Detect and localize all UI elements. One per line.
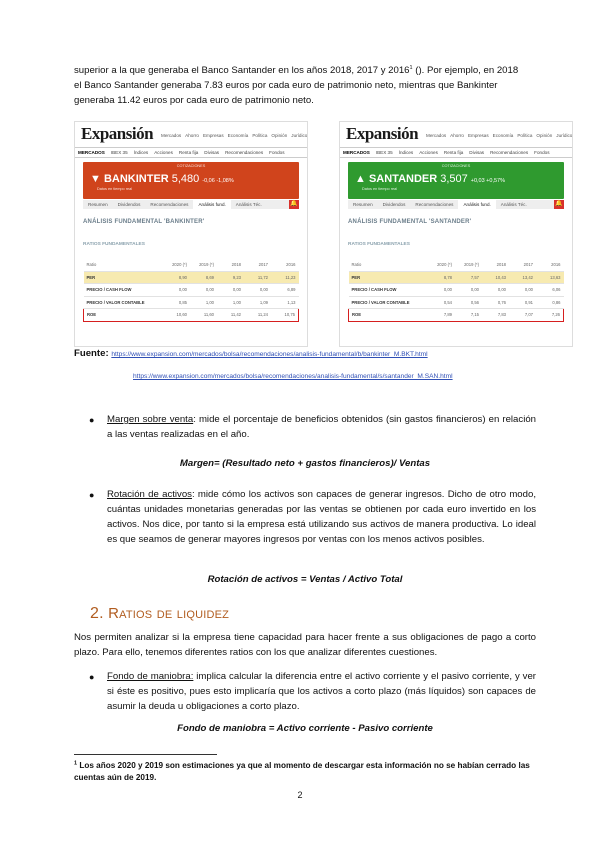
ratio-value: 6,06 bbox=[536, 284, 564, 297]
bullet-icon: ● bbox=[89, 415, 95, 425]
fondo-paragraph bbox=[107, 670, 536, 715]
top-nav-item[interactable]: Jurídico bbox=[291, 133, 308, 138]
arrow-down-icon: ▼ bbox=[90, 173, 104, 185]
margen-text: : mide el porcentaje de beneficios obtenidos (sin gastos financieros) en relación a las ventas realizadas en el año. bbox=[107, 414, 536, 440]
rotacion-paragraph bbox=[107, 488, 536, 547]
sub-nav bbox=[75, 147, 307, 158]
source-line-1 bbox=[74, 347, 428, 362]
top-nav-item[interactable]: Mercados bbox=[426, 133, 447, 138]
ratio-value: 1,00 bbox=[190, 296, 217, 309]
top-nav-item[interactable]: Economía bbox=[492, 133, 514, 138]
ratio-value: 11,24 bbox=[244, 309, 271, 322]
table-row bbox=[349, 296, 564, 309]
ratio-value: 8,69 bbox=[190, 271, 217, 284]
ratio-value: 1,00 bbox=[217, 296, 244, 309]
ratio-value: 8,90 bbox=[163, 271, 190, 284]
sub-nav-item[interactable]: Renta fija bbox=[178, 150, 199, 155]
ratio-value: 7,07 bbox=[509, 309, 536, 322]
top-nav-item[interactable]: Ahorro bbox=[185, 133, 199, 138]
top-nav-item[interactable]: Economía bbox=[227, 133, 249, 138]
footnote-text: Los años 2020 y 2019 son estimaciones ya que al momento de descargar esta información no se habían cerrado las cuentas aún de 2019. bbox=[74, 761, 530, 782]
quote-caption: COTIZACIONES bbox=[441, 164, 471, 168]
stock-tab[interactable]: Dividendos bbox=[382, 202, 406, 207]
top-nav-item[interactable]: Jurídico bbox=[556, 133, 573, 138]
table-header-cell: 2019 (*) bbox=[190, 259, 217, 271]
stock-tab[interactable]: Análisis Téc. bbox=[235, 202, 262, 207]
ratio-value: 13,63 bbox=[536, 271, 564, 284]
top-nav-item[interactable]: Empresas bbox=[467, 133, 489, 138]
ratios-table bbox=[83, 259, 299, 322]
top-nav-item[interactable]: Opinión bbox=[271, 133, 288, 138]
santander-source-link[interactable]: https://www.expansion.com/mercados/bolsa/recomendaciones/analisis-fundamental/s/santander_M.SAN.html bbox=[133, 373, 453, 380]
intro-line2: el Banco Santander generaba 7.83 euros por cada euro de patrimonio neto, mientras que Bankinter bbox=[74, 80, 498, 92]
table-row bbox=[349, 309, 564, 322]
ratio-value: 0,86 bbox=[536, 296, 564, 309]
table-header-cell: 2020 (*) bbox=[163, 259, 190, 271]
table-header-cell: Ratio bbox=[84, 259, 164, 271]
bankinter-screenshot bbox=[74, 121, 308, 347]
ratio-value: 11,72 bbox=[244, 271, 271, 284]
rotacion-formula: Rotación de activos = Ventas / Activo Total bbox=[207, 574, 403, 585]
analysis-title: ANÁLISIS FUNDAMENTAL 'BANKINTER' bbox=[83, 219, 205, 225]
ratios-title: RATIOS FUNDAMENTALES bbox=[83, 242, 145, 247]
stock-change: +0,03 +0,57% bbox=[470, 178, 505, 184]
santander-screenshot bbox=[339, 121, 573, 347]
top-nav-item[interactable]: Política bbox=[517, 133, 533, 138]
ratio-label: PRECIO / VALOR CONTABLE bbox=[84, 296, 164, 309]
ratio-value: 0,00 bbox=[217, 284, 244, 297]
ratio-value: 9,23 bbox=[217, 271, 244, 284]
stock-tab[interactable]: Análisis fund. bbox=[458, 200, 495, 210]
ratio-value: 0,76 bbox=[482, 296, 509, 309]
footnote-number: 1 bbox=[74, 760, 78, 767]
page-number: 2 bbox=[297, 790, 303, 800]
ratio-value: 11,23 bbox=[271, 271, 299, 284]
stock-price: 3,507 bbox=[440, 173, 468, 185]
stock-tab[interactable]: Análisis Téc. bbox=[500, 202, 527, 207]
top-nav-item[interactable]: Empresas bbox=[202, 133, 224, 138]
source-label: Fuente: bbox=[74, 348, 109, 359]
intro-paragraph bbox=[74, 64, 536, 109]
expansion-logo[interactable]: Expansión bbox=[81, 124, 154, 143]
ratio-value: 0,00 bbox=[509, 284, 536, 297]
ratio-value: 0,85 bbox=[163, 296, 190, 309]
stock-price: 5,480 bbox=[171, 173, 200, 185]
sub-nav-item[interactable]: Divisas bbox=[469, 150, 485, 155]
ratio-value: 11,60 bbox=[190, 309, 217, 322]
sub-nav-item[interactable]: Renta fija bbox=[443, 150, 464, 155]
table-row bbox=[84, 284, 299, 297]
sub-nav-item[interactable]: Acciones bbox=[419, 150, 438, 155]
stock-tab[interactable]: Análisis fund. bbox=[193, 200, 230, 210]
table-header-cell: 2018 bbox=[482, 259, 509, 271]
ratio-value: 0,91 bbox=[509, 296, 536, 309]
bell-icon[interactable]: 🔔 bbox=[290, 201, 298, 207]
top-nav-item[interactable]: Opinión bbox=[536, 133, 553, 138]
ratio-value: 0,54 bbox=[428, 296, 455, 309]
ratio-label: ROE bbox=[84, 309, 164, 322]
intro-line1: superior a la que generaba el Banco Santander en los años 2018, 2017 y 2016 bbox=[74, 65, 410, 77]
sub-nav-item[interactable]: MERCADOS bbox=[78, 150, 105, 155]
margen-paragraph bbox=[107, 413, 536, 443]
ratio-value: 0,00 bbox=[244, 284, 271, 297]
table-header-cell: 2017 bbox=[244, 259, 271, 271]
ratio-value: 0,00 bbox=[163, 284, 190, 297]
footnote bbox=[74, 760, 544, 784]
sub-nav-item[interactable]: Fondos bbox=[534, 150, 550, 155]
stock-ticker: BANKINTER bbox=[103, 173, 169, 185]
arrow-up-icon: ▲ bbox=[355, 173, 369, 185]
ratio-value: 0,00 bbox=[190, 284, 217, 297]
stock-change: -0,06 -1,08% bbox=[202, 178, 234, 184]
section-number: 2. bbox=[90, 605, 104, 622]
table-header-cell: Ratio bbox=[349, 259, 429, 271]
fondo-text: implica calcular la diferencia entre el activo corriente y el pasivo corriente, y ver si éste es positivo, pues esto implicaría que los activos a corto plazo (más líquidos) son capaces de asumir la deuda u obligaciones a corto plazo. bbox=[107, 671, 536, 712]
quote-subtitle: Datos en tiempo real bbox=[97, 187, 133, 191]
ratio-value: 10,43 bbox=[482, 271, 509, 284]
source-line-2 bbox=[133, 369, 453, 384]
top-nav-item[interactable]: Ahorro bbox=[450, 133, 464, 138]
stock-name bbox=[90, 173, 234, 186]
top-nav bbox=[161, 133, 308, 139]
stock-tabs bbox=[348, 200, 564, 209]
sub-nav-item[interactable]: Recomendaciones bbox=[490, 150, 529, 155]
table-row bbox=[349, 271, 564, 284]
rotacion-term: Rotación de activos bbox=[107, 489, 192, 500]
bell-icon[interactable]: 🔔 bbox=[555, 201, 563, 207]
intro-line3: generaba 11.42 euros por cada euro de patrimonio neto. bbox=[74, 94, 314, 106]
ratio-value: 0,56 bbox=[455, 296, 482, 309]
ratio-value: 7,26 bbox=[536, 309, 564, 322]
top-nav-item[interactable]: Política bbox=[252, 133, 268, 138]
ratio-value: 7,83 bbox=[482, 309, 509, 322]
stock-tab[interactable]: Dividendos bbox=[117, 202, 141, 207]
section-heading bbox=[90, 602, 229, 627]
ratio-label: PRECIO / CASH FLOW bbox=[84, 284, 164, 297]
ratio-value: 13,42 bbox=[509, 271, 536, 284]
sub-nav bbox=[340, 147, 572, 158]
table-row bbox=[349, 284, 564, 297]
stock-ticker: SANTANDER bbox=[368, 173, 438, 185]
ratio-value: 0,00 bbox=[455, 284, 482, 297]
bankinter-source-link[interactable]: https://www.expansion.com/mercados/bolsa/recomendaciones/analisis-fundamental/b/bankinter_M.BKT.html bbox=[111, 351, 428, 358]
margen-formula: Margen= (Resultado neto + gastos financieros)/ Ventas bbox=[179, 458, 431, 469]
ratio-label: PER bbox=[84, 271, 164, 284]
sub-nav-item[interactable]: Índices bbox=[398, 150, 414, 155]
footnote-ref[interactable]: 1 bbox=[409, 65, 413, 71]
ratio-label: PRECIO / VALOR CONTABLE bbox=[349, 296, 429, 309]
ratio-value: 1,13 bbox=[271, 296, 299, 309]
fondo-term: Fondo de maniobra: bbox=[107, 671, 194, 682]
ratios-title: RATIOS FUNDAMENTALES bbox=[348, 242, 410, 247]
sub-nav-item[interactable]: IBEX 35 bbox=[110, 150, 128, 155]
sub-nav-item[interactable]: Fondos bbox=[269, 150, 285, 155]
sub-nav-item[interactable]: IBEX 35 bbox=[375, 150, 393, 155]
quote-box bbox=[348, 162, 564, 199]
stock-name bbox=[355, 173, 505, 186]
stock-tab[interactable]: Resumen bbox=[88, 202, 108, 207]
analysis-title: ANÁLISIS FUNDAMENTAL 'SANTANDER' bbox=[348, 219, 472, 225]
table-header-row bbox=[349, 259, 564, 271]
table-header-row bbox=[84, 259, 299, 271]
table-header-cell: 2020 (*) bbox=[428, 259, 455, 271]
stock-tab[interactable]: Recomendaciones bbox=[415, 202, 454, 207]
ratio-value: 11,42 bbox=[217, 309, 244, 322]
quote-subtitle: Datos en tiempo real bbox=[362, 187, 398, 191]
table-header-cell: 2018 bbox=[217, 259, 244, 271]
ratio-value: 7,15 bbox=[455, 309, 482, 322]
quote-caption: COTIZACIONES bbox=[176, 164, 206, 168]
ratio-value: 0,00 bbox=[482, 284, 509, 297]
ratio-label: PRECIO / CASH FLOW bbox=[349, 284, 429, 297]
top-nav-item[interactable]: Mercados bbox=[161, 133, 182, 138]
top-nav bbox=[426, 133, 573, 139]
ratio-label: PER bbox=[349, 271, 429, 284]
table-header-cell: 2019 (*) bbox=[455, 259, 482, 271]
ratio-value: 6,89 bbox=[271, 284, 299, 297]
table-header-cell: 2016 bbox=[271, 259, 299, 271]
sub-nav-item[interactable]: MERCADOS bbox=[343, 150, 370, 155]
fondo-formula: Fondo de maniobra = Activo corriente - Pasivo corriente bbox=[177, 723, 433, 734]
sub-nav-item[interactable]: Índices bbox=[133, 150, 149, 155]
footnote-divider bbox=[74, 754, 217, 755]
ratio-value: 7,57 bbox=[455, 271, 482, 284]
sub-nav-item[interactable]: Recomendaciones bbox=[225, 150, 264, 155]
ratio-value: 0,00 bbox=[428, 284, 455, 297]
stock-tab[interactable]: Resumen bbox=[353, 202, 373, 207]
expansion-logo[interactable]: Expansión bbox=[346, 124, 419, 143]
quote-box bbox=[83, 162, 299, 199]
liquidez-intro: Nos permiten analizar si la empresa tiene capacidad para hacer frente a sus obligaciones de pago a corto plazo. Para ello, tenemos diferentes ratios con los que analizar diferentes cuestiones. bbox=[74, 632, 536, 658]
bullet-icon: ● bbox=[89, 672, 95, 682]
table-header-cell: 2017 bbox=[509, 259, 536, 271]
stock-tab[interactable]: Recomendaciones bbox=[150, 202, 189, 207]
ratio-label: ROE bbox=[349, 309, 429, 322]
ratio-value: 8,78 bbox=[428, 271, 455, 284]
ratio-value: 1,09 bbox=[244, 296, 271, 309]
margen-term: Margen sobre venta bbox=[107, 414, 194, 425]
rotacion-text: : mide cómo los activos son capaces de generar ingresos. Dicho de otro modo, cuántas unidades monetarias generadas por las ventas se obtienen por cada euro invertido en los activos. Nos dice, por tanto si la empresa está utilizando sus activos de manera productiva. Lo ideal es que seamos de generar mayores ingresos por ventas con los menos activos posibles. bbox=[107, 489, 536, 545]
ratio-value: 10,75 bbox=[271, 309, 299, 322]
bullet-icon: ● bbox=[89, 490, 95, 500]
table-row bbox=[84, 271, 299, 284]
sub-nav-item[interactable]: Divisas bbox=[204, 150, 220, 155]
sub-nav-item[interactable]: Acciones bbox=[154, 150, 173, 155]
section-title: Ratios de liquidez bbox=[108, 605, 230, 622]
ratio-value: 7,89 bbox=[428, 309, 455, 322]
intro-line1-end: (). Por ejemplo, en 2018 bbox=[412, 65, 519, 77]
table-row bbox=[84, 309, 299, 322]
table-row bbox=[84, 296, 299, 309]
ratio-value: 10,60 bbox=[163, 309, 190, 322]
table-header-cell: 2016 bbox=[536, 259, 564, 271]
ratios-table bbox=[348, 259, 564, 322]
stock-tabs bbox=[83, 200, 299, 209]
